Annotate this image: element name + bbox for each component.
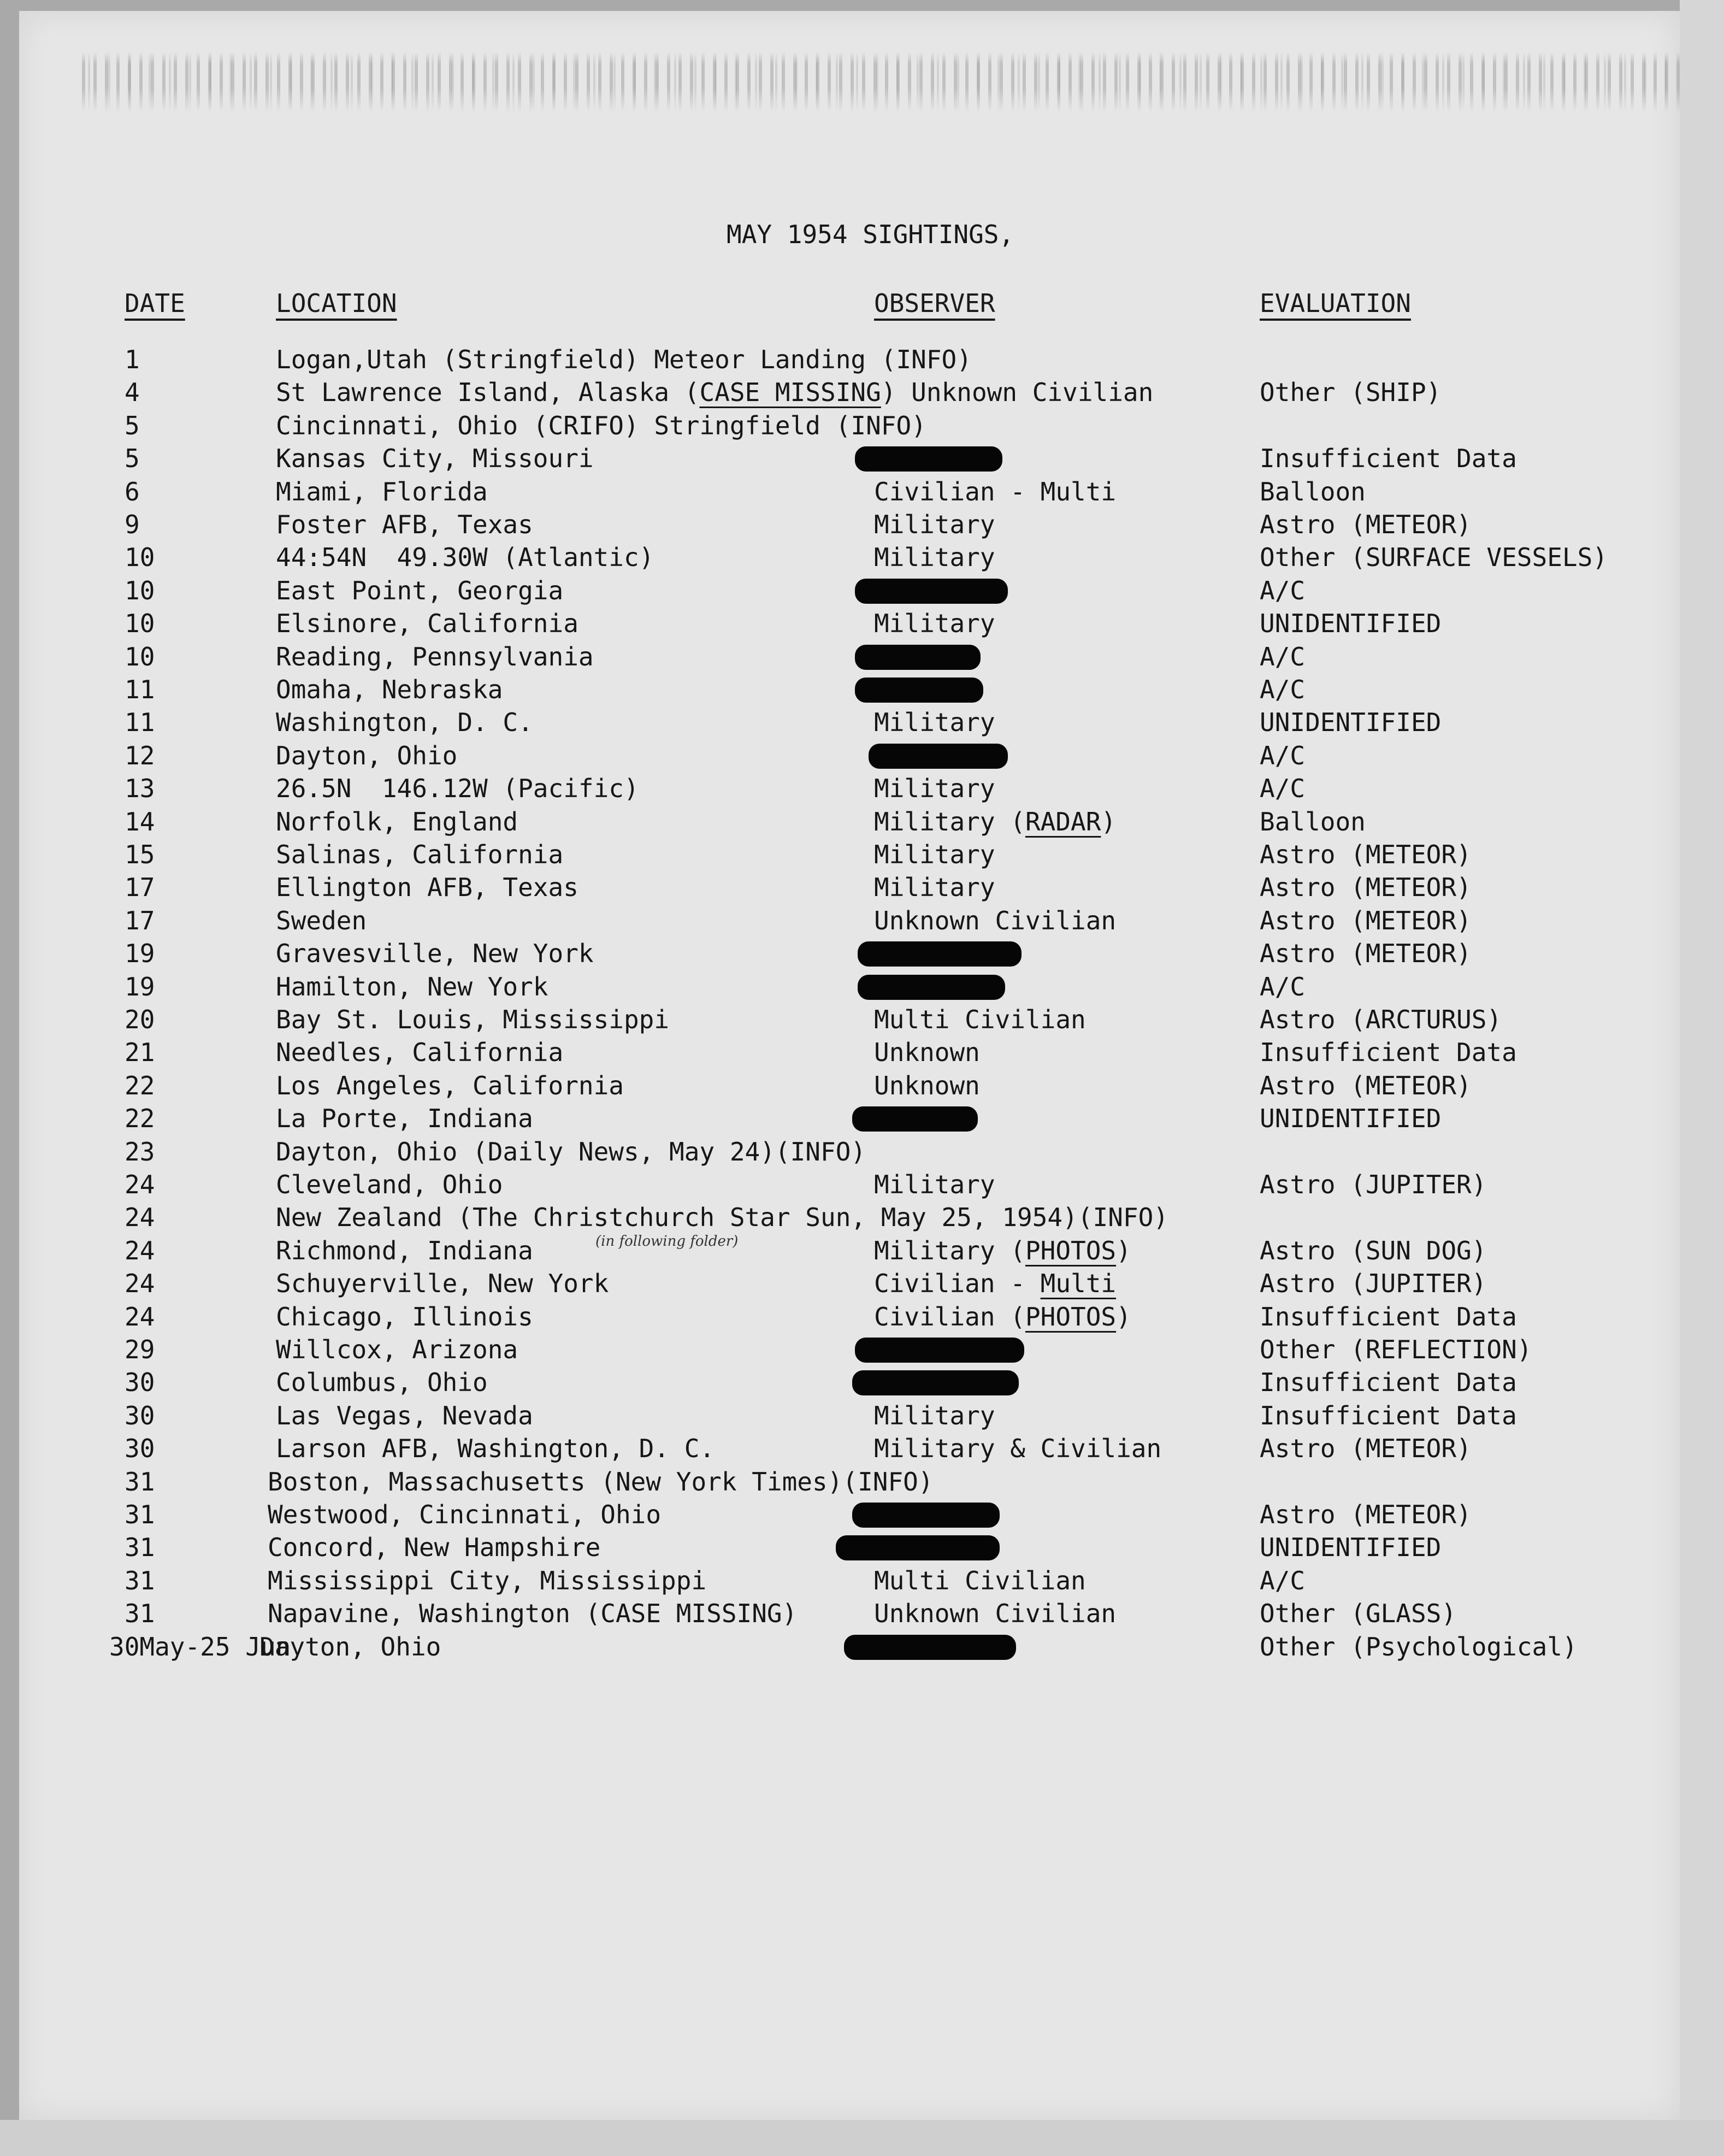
table-row bbox=[0, 508, 1724, 541]
table-row bbox=[0, 1564, 1724, 1597]
location-cell: Richmond, Indiana bbox=[276, 1236, 533, 1265]
evaluation-cell: UNIDENTIFIED bbox=[1260, 1104, 1442, 1133]
evaluation-cell: Insufficient Data bbox=[1260, 1038, 1517, 1067]
observer-cell: Civilian (PHOTOS) bbox=[874, 1302, 1131, 1332]
table-row bbox=[0, 871, 1724, 904]
redaction-bar bbox=[852, 1503, 1000, 1528]
table-row bbox=[0, 1399, 1724, 1432]
location-cell: Foster AFB, Texas bbox=[276, 510, 533, 539]
date-cell: 20 bbox=[125, 1005, 155, 1034]
evaluation-cell: A/C bbox=[1260, 675, 1306, 704]
redaction-bar bbox=[852, 1106, 978, 1132]
date-cell: 30 bbox=[125, 1434, 155, 1463]
observer-cell: Unknown bbox=[874, 1038, 980, 1067]
redaction-bar bbox=[855, 678, 983, 703]
evaluation-cell: Insufficient Data bbox=[1260, 444, 1517, 473]
date-cell: 21 bbox=[125, 1038, 155, 1067]
location-cell: Reading, Pennsylvania bbox=[276, 642, 594, 671]
evaluation-cell: A/C bbox=[1260, 576, 1306, 605]
table-row bbox=[0, 1003, 1724, 1036]
table-row bbox=[0, 1432, 1724, 1465]
evaluation-cell: Other (SURFACE VESSELS) bbox=[1260, 543, 1608, 572]
observer-cell: Military bbox=[874, 774, 995, 803]
evaluation-cell: Other (SHIP) bbox=[1260, 378, 1442, 407]
evaluation-cell: Other (Psychological) bbox=[1260, 1632, 1578, 1662]
observer-cell: Unknown Civilian bbox=[874, 1599, 1117, 1628]
location-cell: 26.5N 146.12W (Pacific) bbox=[276, 774, 639, 803]
location-cell: Norfolk, England bbox=[276, 807, 518, 837]
location-cell: La Porte, Indiana bbox=[276, 1104, 533, 1133]
location-cell: Ellington AFB, Texas bbox=[276, 873, 578, 902]
redaction-bar bbox=[858, 975, 1005, 1000]
table-row bbox=[0, 1036, 1724, 1069]
location-cell: Cincinnati, Ohio (CRIFO) Stringfield (INFO) bbox=[276, 411, 926, 440]
table-row bbox=[0, 1102, 1724, 1135]
observer-cell: Military bbox=[874, 708, 995, 737]
location-cell: New Zealand (The Christchurch Star Sun, May 25, 1954)(INFO) bbox=[276, 1203, 1168, 1232]
redaction-bar bbox=[855, 1338, 1024, 1363]
evaluation-cell: Astro (SUN DOG) bbox=[1260, 1236, 1487, 1265]
table-row bbox=[0, 937, 1724, 970]
evaluation-cell: Astro (JUPITER) bbox=[1260, 1269, 1487, 1298]
location-cell: Dayton, Ohio bbox=[259, 1632, 441, 1662]
table-row bbox=[0, 640, 1724, 673]
location-cell: Boston, Massachusetts (New York Times)(INFO) bbox=[268, 1467, 934, 1497]
evaluation-cell: Insufficient Data bbox=[1260, 1302, 1517, 1332]
evaluation-cell: UNIDENTIFIED bbox=[1260, 609, 1442, 638]
location-cell: Needles, California bbox=[276, 1038, 564, 1067]
table-row bbox=[0, 1531, 1724, 1564]
evaluation-cell: Astro (METEOR) bbox=[1260, 840, 1472, 869]
location-cell: Dayton, Ohio (Daily News, May 24)(INFO) bbox=[276, 1137, 866, 1167]
table-row bbox=[0, 1498, 1724, 1531]
location-cell: Bay St. Louis, Mississippi bbox=[276, 1005, 670, 1034]
date-cell: 31 bbox=[125, 1500, 155, 1529]
date-cell: 30 bbox=[125, 1368, 155, 1397]
date-cell: 24 bbox=[125, 1269, 155, 1298]
location-cell: Las Vegas, Nevada bbox=[276, 1401, 533, 1430]
table-row bbox=[0, 1333, 1724, 1366]
table-row bbox=[0, 805, 1724, 838]
date-cell: 19 bbox=[125, 972, 155, 1002]
date-cell: 1 bbox=[125, 345, 140, 374]
location-cell: St Lawrence Island, Alaska (CASE MISSING) Unknown Civilian bbox=[276, 378, 1154, 407]
location-cell: Elsinore, California bbox=[276, 609, 578, 638]
table-row bbox=[0, 442, 1724, 475]
location-cell: Kansas City, Missouri bbox=[276, 444, 594, 473]
date-cell: 17 bbox=[125, 906, 155, 935]
date-cell: 17 bbox=[125, 873, 155, 902]
date-cell: 9 bbox=[125, 510, 140, 539]
header-date: DATE bbox=[125, 288, 185, 318]
observer-cell: Military bbox=[874, 609, 995, 638]
header-observer: OBSERVER bbox=[874, 288, 995, 318]
table-row bbox=[0, 1597, 1724, 1630]
location-cell: Washington, D. C. bbox=[276, 708, 533, 737]
date-cell: 11 bbox=[125, 708, 155, 737]
observer-cell: Multi Civilian bbox=[874, 1566, 1086, 1595]
evaluation-cell: Astro (METEOR) bbox=[1260, 939, 1472, 968]
location-cell: Cleveland, Ohio bbox=[276, 1170, 503, 1199]
table-row bbox=[0, 1465, 1724, 1498]
redaction-bar bbox=[855, 645, 981, 670]
evaluation-cell: A/C bbox=[1260, 1566, 1306, 1595]
redaction-bar bbox=[844, 1635, 1016, 1660]
location-cell: Omaha, Nebraska bbox=[276, 675, 503, 704]
date-cell: 31 bbox=[125, 1599, 155, 1628]
location-cell: 44:54N 49.30W (Atlantic) bbox=[276, 543, 654, 572]
date-cell: 23 bbox=[125, 1137, 155, 1167]
location-cell: Miami, Florida bbox=[276, 477, 488, 506]
observer-cell: Military bbox=[874, 1401, 995, 1430]
date-cell: 24 bbox=[125, 1203, 155, 1232]
table-row bbox=[0, 409, 1724, 442]
location-cell: Mississippi City, Mississippi bbox=[268, 1566, 707, 1595]
page-title: MAY 1954 SIGHTINGS, bbox=[727, 220, 1014, 249]
evaluation-cell: Balloon bbox=[1260, 807, 1366, 837]
location-cell: Sweden bbox=[276, 906, 367, 935]
location-cell: Westwood, Cincinnati, Ohio bbox=[268, 1500, 662, 1529]
table-row bbox=[0, 1135, 1724, 1168]
location-cell: Dayton, Ohio bbox=[276, 741, 458, 770]
evaluation-cell: Insufficient Data bbox=[1260, 1401, 1517, 1430]
table-row bbox=[0, 706, 1724, 739]
evaluation-cell: Astro (METEOR) bbox=[1260, 906, 1472, 935]
table-row bbox=[0, 541, 1724, 574]
handwritten-note: (in following folder) bbox=[595, 1233, 739, 1250]
date-cell: 10 bbox=[125, 543, 155, 572]
evaluation-cell: Astro (ARCTURUS) bbox=[1260, 1005, 1502, 1034]
date-cell: 13 bbox=[125, 774, 155, 803]
redaction-bar bbox=[858, 941, 1022, 967]
location-cell: Logan,Utah (Stringfield) Meteor Landing (INFO) bbox=[276, 345, 972, 374]
date-cell: 24 bbox=[125, 1170, 155, 1199]
table-row bbox=[0, 343, 1724, 376]
redaction-bar bbox=[855, 446, 1002, 472]
table-row bbox=[0, 1168, 1724, 1201]
evaluation-cell: Other (GLASS) bbox=[1260, 1599, 1457, 1628]
date-cell: 5 bbox=[125, 411, 140, 440]
observer-cell: Multi Civilian bbox=[874, 1005, 1086, 1034]
date-cell: 31 bbox=[125, 1566, 155, 1595]
evaluation-cell: Insufficient Data bbox=[1260, 1368, 1517, 1397]
table-row bbox=[0, 1630, 1724, 1663]
date-cell: 11 bbox=[125, 675, 155, 704]
date-cell: 15 bbox=[125, 840, 155, 869]
location-cell: East Point, Georgia bbox=[276, 576, 564, 605]
evaluation-cell: Astro (METEOR) bbox=[1260, 1500, 1472, 1529]
table-row bbox=[0, 1366, 1724, 1399]
table-row bbox=[0, 607, 1724, 640]
date-cell: 5 bbox=[125, 444, 140, 473]
evaluation-cell: Astro (METEOR) bbox=[1260, 873, 1472, 902]
location-cell: Willcox, Arizona bbox=[276, 1335, 518, 1364]
evaluation-cell: Other (REFLECTION) bbox=[1260, 1335, 1532, 1364]
scan-edge-bottom bbox=[0, 2120, 1724, 2156]
date-cell: 19 bbox=[125, 939, 155, 968]
date-cell: 6 bbox=[125, 477, 140, 506]
location-cell: Larson AFB, Washington, D. C. bbox=[276, 1434, 715, 1463]
evaluation-cell: Astro (METEOR) bbox=[1260, 1434, 1472, 1463]
observer-cell: Military bbox=[874, 543, 995, 572]
date-cell: 4 bbox=[125, 378, 140, 407]
location-cell: Hamilton, New York bbox=[276, 972, 548, 1002]
location-cell: Gravesville, New York bbox=[276, 939, 594, 968]
evaluation-cell: Astro (METEOR) bbox=[1260, 1071, 1472, 1100]
scan-noise-strip bbox=[82, 52, 1682, 112]
date-cell: 12 bbox=[125, 741, 155, 770]
observer-cell: Military & Civilian bbox=[874, 1434, 1162, 1463]
date-cell: 22 bbox=[125, 1071, 155, 1100]
location-cell: Salinas, California bbox=[276, 840, 564, 869]
table-row bbox=[0, 838, 1724, 871]
location-cell: Schuyerville, New York bbox=[276, 1269, 609, 1298]
table-row bbox=[0, 1267, 1724, 1300]
evaluation-cell: A/C bbox=[1260, 741, 1306, 770]
redaction-bar bbox=[852, 1370, 1019, 1395]
redaction-bar bbox=[855, 579, 1008, 604]
evaluation-cell: A/C bbox=[1260, 972, 1306, 1002]
table-row bbox=[0, 1234, 1724, 1267]
observer-cell: Military bbox=[874, 510, 995, 539]
observer-cell: Civilian - Multi bbox=[874, 1269, 1117, 1298]
evaluation-cell: Balloon bbox=[1260, 477, 1366, 506]
date-cell: 30May-25 Jun bbox=[109, 1632, 291, 1662]
date-cell: 31 bbox=[125, 1467, 155, 1497]
observer-cell: Civilian - Multi bbox=[874, 477, 1117, 506]
header-evaluation: EVALUATION bbox=[1260, 288, 1411, 318]
table-row bbox=[0, 772, 1724, 805]
evaluation-cell: UNIDENTIFIED bbox=[1260, 1533, 1442, 1562]
date-cell: 30 bbox=[125, 1401, 155, 1430]
evaluation-cell: UNIDENTIFIED bbox=[1260, 708, 1442, 737]
location-cell: Los Angeles, California bbox=[276, 1071, 624, 1100]
table-row bbox=[0, 904, 1724, 937]
location-cell: Napavine, Washington (CASE MISSING) bbox=[268, 1599, 798, 1628]
redaction-bar bbox=[869, 744, 1008, 769]
location-cell: Columbus, Ohio bbox=[276, 1368, 488, 1397]
location-cell: Chicago, Illinois bbox=[276, 1302, 533, 1332]
observer-cell: Military bbox=[874, 1170, 995, 1199]
date-cell: 24 bbox=[125, 1302, 155, 1332]
evaluation-cell: Astro (METEOR) bbox=[1260, 510, 1472, 539]
date-cell: 10 bbox=[125, 642, 155, 671]
observer-cell: Unknown bbox=[874, 1071, 980, 1100]
observer-cell: Military bbox=[874, 873, 995, 902]
observer-cell: Military (RADAR) bbox=[874, 807, 1117, 837]
table-row bbox=[0, 673, 1724, 706]
table-row bbox=[0, 376, 1724, 409]
table-row bbox=[0, 574, 1724, 607]
observer-cell: Military bbox=[874, 840, 995, 869]
date-cell: 10 bbox=[125, 609, 155, 638]
table-row bbox=[0, 970, 1724, 1003]
header-location: LOCATION bbox=[276, 288, 397, 318]
date-cell: 14 bbox=[125, 807, 155, 837]
evaluation-cell: A/C bbox=[1260, 774, 1306, 803]
table-row bbox=[0, 475, 1724, 508]
date-cell: 10 bbox=[125, 576, 155, 605]
observer-cell: Military (PHOTOS) bbox=[874, 1236, 1131, 1265]
date-cell: 29 bbox=[125, 1335, 155, 1364]
table-row bbox=[0, 1300, 1724, 1333]
table-row bbox=[0, 739, 1724, 772]
evaluation-cell: A/C bbox=[1260, 642, 1306, 671]
date-cell: 24 bbox=[125, 1236, 155, 1265]
evaluation-cell: Astro (JUPITER) bbox=[1260, 1170, 1487, 1199]
table-row bbox=[0, 1069, 1724, 1102]
location-cell: Concord, New Hampshire bbox=[268, 1533, 601, 1562]
observer-cell: Unknown Civilian bbox=[874, 906, 1117, 935]
redaction-bar bbox=[836, 1535, 1000, 1560]
table-row bbox=[0, 1201, 1724, 1234]
date-cell: 31 bbox=[125, 1533, 155, 1562]
date-cell: 22 bbox=[125, 1104, 155, 1133]
